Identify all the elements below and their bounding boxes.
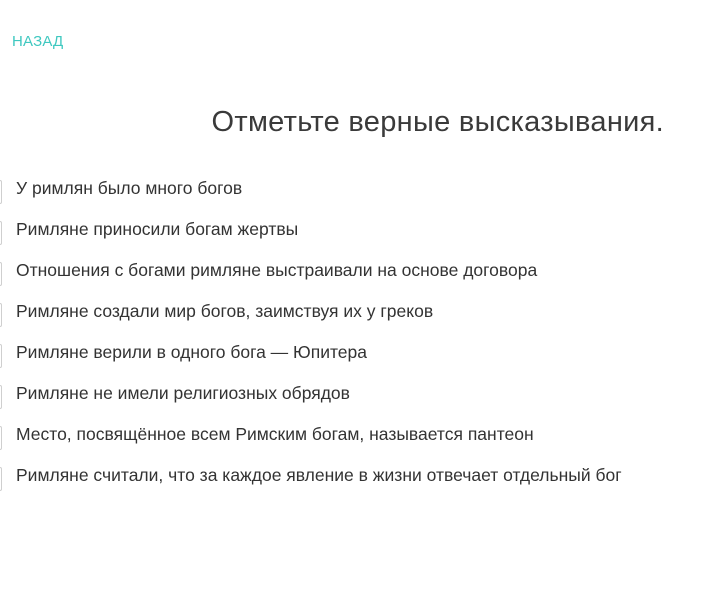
option-checkbox[interactable] <box>0 467 2 491</box>
option-label: Римляне создали мир богов, заимствуя их у греков <box>16 301 434 321</box>
option-label: Место, посвящённое всем Римским богам, называется пантеон <box>16 424 534 444</box>
option-checkbox[interactable] <box>0 344 2 368</box>
options-list <box>0 174 720 502</box>
option-label: У римлян было много богов <box>16 178 243 198</box>
option-checkbox[interactable] <box>0 221 2 245</box>
option-item[interactable] <box>0 379 720 420</box>
option-item[interactable] <box>0 174 720 215</box>
option-label: Римляне считали, что за каждое явление в жизни отвечает отдельный бог <box>16 465 622 485</box>
option-label: Римляне не имели религиозных обрядов <box>16 383 350 403</box>
back-link[interactable]: НАЗАД <box>12 33 64 50</box>
option-label: Отношения с богами римляне выстраивали на основе договора <box>16 260 538 280</box>
option-item[interactable] <box>0 256 720 297</box>
option-checkbox[interactable] <box>0 262 2 286</box>
question-title: Отметьте верные высказывания. <box>211 106 664 138</box>
option-checkbox[interactable] <box>0 180 2 204</box>
option-item[interactable] <box>0 297 720 338</box>
option-label: Римляне верили в одного бога — Юпитера <box>16 342 367 362</box>
option-checkbox[interactable] <box>0 303 2 327</box>
option-checkbox[interactable] <box>0 426 2 450</box>
option-label: Римляне приносили богам жертвы <box>16 219 299 239</box>
option-item[interactable] <box>0 420 720 461</box>
option-item[interactable] <box>0 215 720 256</box>
option-item[interactable] <box>0 338 720 379</box>
option-checkbox[interactable] <box>0 385 2 409</box>
option-item[interactable] <box>0 461 720 502</box>
